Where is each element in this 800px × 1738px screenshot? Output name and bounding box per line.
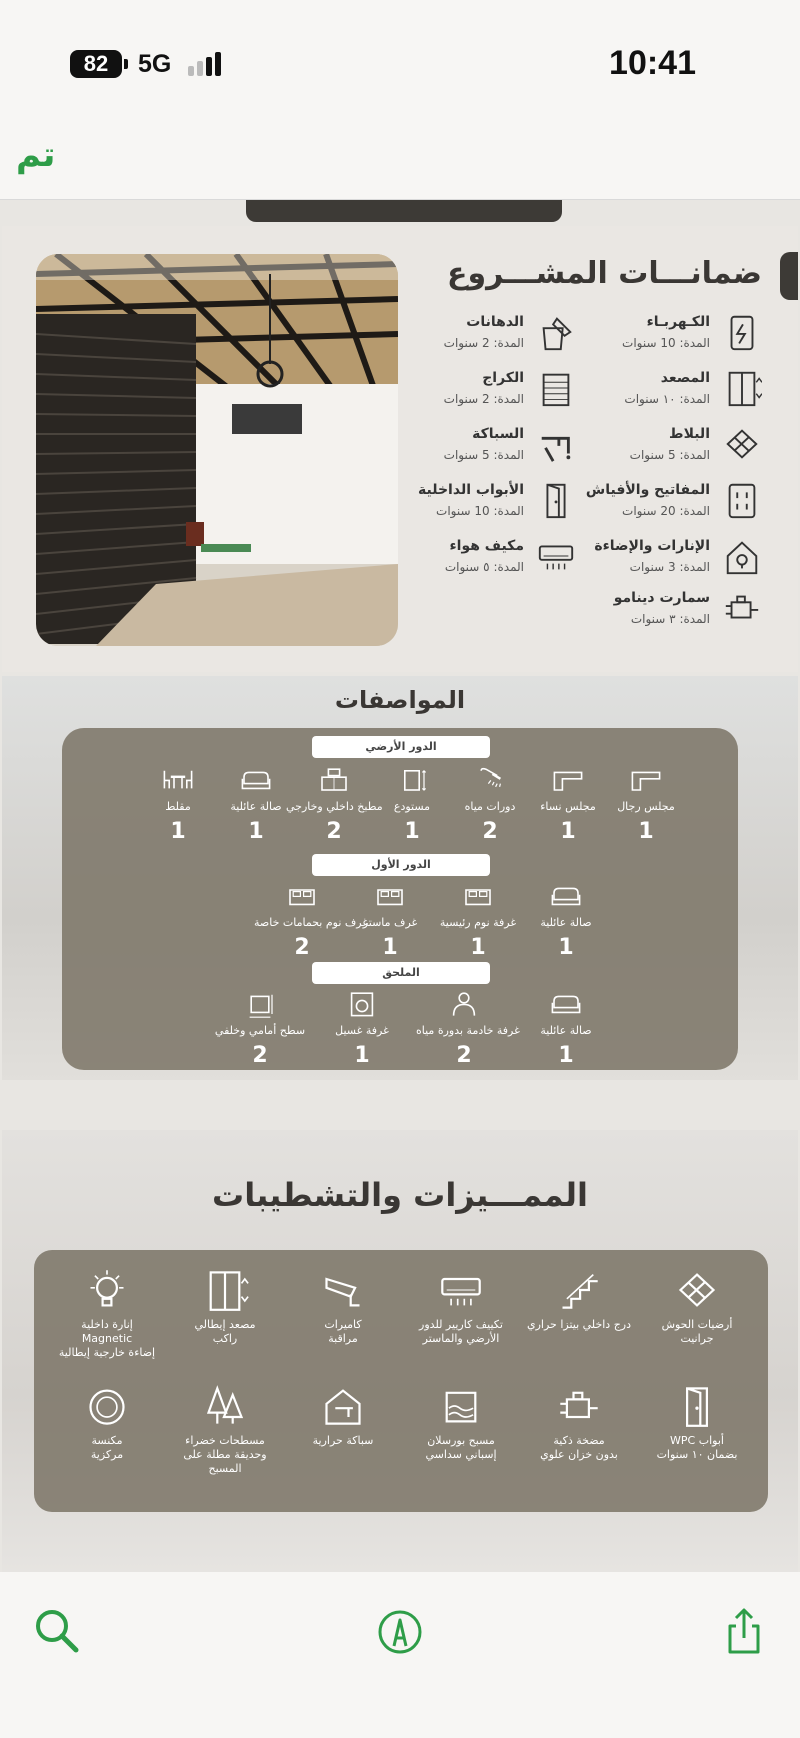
specifications-title: المواصفات [334, 686, 466, 714]
spec-label: صالة عائلية [540, 916, 592, 929]
light-bulb-icon [83, 1268, 131, 1312]
spec-count: 1 [560, 819, 576, 844]
warranty-name: المصعد [660, 370, 710, 386]
spec-count: 2 [482, 819, 498, 844]
shower-icon [470, 766, 510, 798]
spec-label: مقلط [165, 800, 191, 813]
feature-item [516, 1384, 642, 1462]
warranty-item [552, 368, 762, 412]
feature-label: مسطحات خضراء وحديقة مطلة على المسبح [183, 1434, 267, 1475]
nav-bar [0, 125, 800, 200]
paint-bucket-icon [536, 312, 576, 354]
status-time: 10:41 [609, 44, 696, 82]
guarantees-title: ضمانـــات المشـــروع [447, 256, 762, 291]
spec-label: غرف ماستر [362, 916, 418, 929]
share-button[interactable] [714, 1602, 774, 1662]
specifications-section [2, 676, 798, 1080]
feature-item [516, 1268, 642, 1332]
warranty-duration: المدة: 20 سنوات [622, 504, 710, 518]
markup-pen-icon [370, 1602, 430, 1662]
feature-item [634, 1384, 760, 1462]
feature-label: سباكة حرارية [312, 1434, 374, 1447]
warranty-item [552, 588, 762, 632]
spec-label: غرفة غسيل [335, 1024, 389, 1037]
roof-dimension-icon [240, 990, 280, 1022]
elevator-icon [722, 368, 762, 410]
spec-item-ground [130, 766, 226, 844]
warranty-duration: المدة: 10 سنوات [436, 504, 524, 518]
bed-icon [370, 882, 410, 914]
warranty-name: المفاتيح والأفياش [585, 482, 710, 498]
spec-item-annex [212, 990, 308, 1068]
spec-label: مستودع [393, 800, 431, 813]
project-photo [36, 254, 398, 646]
spec-item-first [430, 882, 526, 960]
plumbing-icon [536, 424, 576, 466]
spec-label: مجلس نساء [540, 800, 596, 813]
specifications-card [62, 728, 738, 1070]
warranty-duration: المدة: 2 سنوات [443, 392, 524, 406]
sofa-corner-icon [626, 766, 666, 798]
spec-item-annex [518, 990, 614, 1068]
couch-icon [546, 990, 586, 1022]
maid-icon [444, 990, 484, 1022]
spec-count: 2 [326, 819, 342, 844]
warranty-name: مكيف هواء [449, 538, 524, 554]
spec-label: صالة عائلية [230, 800, 282, 813]
feature-item [44, 1384, 170, 1462]
door-icon [673, 1384, 721, 1428]
feature-label: مكنسة مركزية [90, 1434, 124, 1461]
washing-machine-icon [342, 990, 382, 1022]
spec-item-annex [416, 990, 520, 1068]
garage-door-icon [536, 368, 576, 410]
warranty-item [552, 480, 762, 524]
battery-cap [124, 59, 128, 69]
floor-label-ground: الدور الأرضي [312, 736, 490, 758]
feature-item [280, 1384, 406, 1448]
warranty-name: الكـهربـاء [646, 314, 710, 330]
done-button[interactable]: تم [16, 135, 56, 175]
spec-count: 2 [456, 1043, 472, 1068]
warranty-name: البلاط [669, 426, 710, 442]
features-title: الممـــيزات والتشطيبات [212, 1176, 588, 1214]
warranty-item [366, 368, 576, 412]
spec-count: 1 [382, 935, 398, 960]
feature-label: أبواب WPC بضمان ١٠ سنوات [656, 1434, 738, 1461]
air-conditioner-icon [437, 1268, 485, 1312]
warranty-duration: المدة: 10 سنوات [622, 336, 710, 350]
spec-label: غرف نوم بحمامات خاصة [254, 916, 369, 929]
trees-icon [201, 1384, 249, 1428]
feature-item [398, 1384, 524, 1462]
spec-item-annex [314, 990, 410, 1068]
share-icon [714, 1602, 774, 1662]
battery-level: 82 [70, 50, 122, 78]
markup-button[interactable] [370, 1602, 430, 1662]
warranty-item [366, 424, 576, 468]
document-view[interactable] [0, 200, 800, 1572]
title-accent-bar [780, 252, 798, 300]
spec-count: 2 [294, 935, 310, 960]
network-type: 5G [138, 50, 172, 78]
feature-label: أرضيات الحوش جرانيت [661, 1318, 733, 1345]
spec-label: دورات مياه [464, 800, 516, 813]
warranty-item [366, 536, 576, 580]
warranty-name: الكراج [482, 370, 524, 386]
spec-count: 1 [638, 819, 654, 844]
spec-count: 1 [404, 819, 420, 844]
security-camera-icon [319, 1268, 367, 1312]
warranty-duration: المدة: 5 سنوات [443, 448, 524, 462]
elevator-icon [201, 1268, 249, 1312]
status-bar [0, 0, 800, 125]
plumbing-house-icon [319, 1384, 367, 1428]
warranty-duration: المدة: 3 سنوات [629, 560, 710, 574]
tiles-icon [673, 1268, 721, 1312]
feature-label: كاميرات مراقبة [324, 1318, 362, 1345]
battery-indicator [70, 50, 128, 78]
spec-count: 1 [248, 819, 264, 844]
pump-motor-icon [555, 1384, 603, 1428]
warranty-duration: المدة: 2 سنوات [443, 336, 524, 350]
sofa-corner-icon [548, 766, 588, 798]
warranty-duration: المدة: ١٠ سنوات [624, 392, 710, 406]
spec-item-first [518, 882, 614, 960]
house-light-icon [722, 536, 762, 578]
bed-icon [282, 882, 322, 914]
couch-icon [546, 882, 586, 914]
warranty-item [552, 536, 762, 580]
power-outlet-icon [722, 480, 762, 522]
feature-label: مسبح بورسلان إسباني سداسي [425, 1434, 497, 1461]
warranty-item [552, 312, 762, 356]
kitchen-icon [314, 766, 354, 798]
spec-count: 1 [170, 819, 186, 844]
bottom-toolbar [0, 1572, 800, 1738]
warranty-duration: المدة: ٥ سنوات [444, 560, 524, 574]
features-section [2, 1130, 798, 1572]
spec-label: غرفة خادمة بدورة مياه [416, 1024, 520, 1037]
feature-item [398, 1268, 524, 1346]
warranty-name: الإنارات والإضاءة [594, 538, 710, 554]
feature-label: درج داخلي بيتزا حراري [526, 1318, 632, 1331]
warranty-item [552, 424, 762, 468]
spec-label: غرفة نوم رئيسية [439, 916, 517, 929]
feature-label: تكييف كاريير للدور الأرضي والماستر [419, 1318, 503, 1345]
guarantees-section [2, 226, 798, 672]
robot-vacuum-icon [83, 1384, 131, 1428]
spec-label: مجلس رجال [617, 800, 675, 813]
stairs-icon [555, 1268, 603, 1312]
feature-item [162, 1384, 288, 1476]
features-card [34, 1250, 768, 1512]
electric-panel-icon [722, 312, 762, 354]
search-button[interactable] [28, 1602, 88, 1662]
feature-item [280, 1268, 406, 1346]
warranty-item [366, 480, 576, 524]
spec-count: 1 [470, 935, 486, 960]
feature-label: مصعد إيطالي راكب [194, 1318, 256, 1345]
spec-count: 1 [354, 1043, 370, 1068]
spec-count: 1 [558, 1043, 574, 1068]
signal-icon [188, 52, 221, 76]
spec-item-first [254, 882, 369, 960]
floor-label-first: الدور الأول [312, 854, 490, 876]
spec-label: صالة عائلية [540, 1024, 592, 1037]
document-top-tab [246, 200, 562, 222]
tiles-icon [722, 424, 762, 466]
spec-label: سطح أمامي وخلفي [214, 1024, 306, 1037]
search-icon [28, 1602, 88, 1662]
pump-motor-icon [722, 588, 762, 630]
feature-label: مضخة ذكية بدون خزان علوي [540, 1434, 618, 1461]
dining-table-icon [158, 766, 198, 798]
spec-count: 2 [252, 1043, 268, 1068]
warranty-name: الدهانات [466, 314, 524, 330]
warranty-duration: المدة: ٣ سنوات [630, 612, 710, 626]
warranty-duration: المدة: 5 سنوات [629, 448, 710, 462]
floor-label-annex: الملحق [312, 962, 490, 984]
feature-label: إنارة داخلية Magnetic إضاءة خارجية إيطالية [58, 1318, 156, 1359]
spec-count: 1 [558, 935, 574, 960]
door-icon [536, 480, 576, 522]
air-conditioner-icon [536, 536, 576, 578]
spec-label: مطبخ داخلي وخارجي [286, 800, 383, 813]
warranty-name: الأبواب الداخلية [418, 482, 524, 498]
feature-item [162, 1268, 288, 1346]
warranty-name: سمارت دينامو [613, 590, 710, 606]
couch-icon [236, 766, 276, 798]
feature-item [44, 1268, 170, 1360]
bed-icon [458, 882, 498, 914]
pool-icon [437, 1384, 485, 1428]
feature-item [634, 1268, 760, 1346]
warranty-name: السباكة [472, 426, 524, 442]
warranty-item [366, 312, 576, 356]
storage-dimension-icon [392, 766, 432, 798]
